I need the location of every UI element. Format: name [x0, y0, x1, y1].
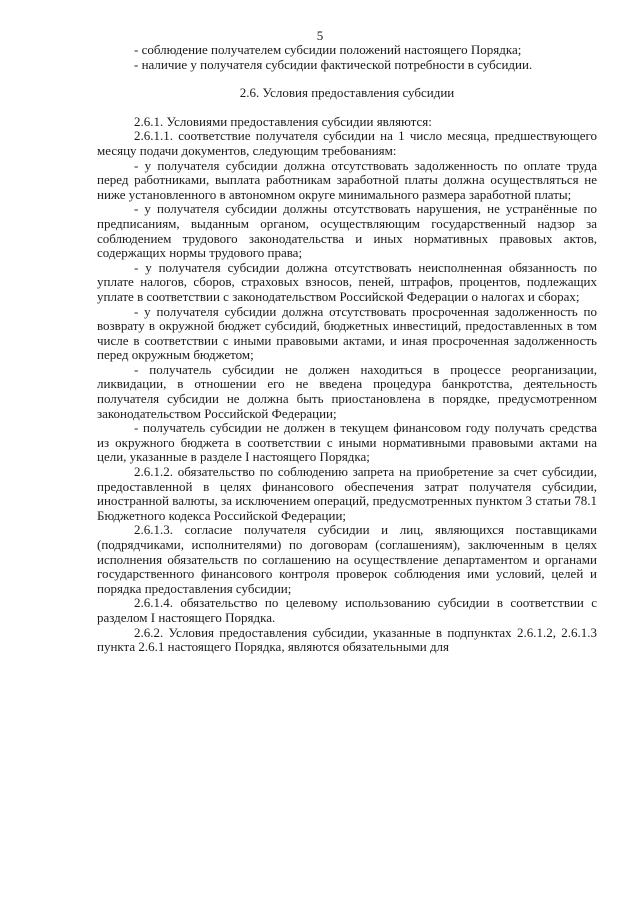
- paragraph-2-6-1: 2.6.1. Условиями предоставления субсидии являются:: [134, 113, 432, 129]
- paragraph-2-6-1-2: 2.6.1.2. обязательство по соблюдению запрета на приобретение за счет субсидии, предоставленной в целях финансового обеспечения затрат получателя субсидии, иностранной валюты, за исключением операций, предусмотренных пунктом 3 статьи 78.1 Бюджетного кодекса Российской Федерации;: [97, 464, 597, 523]
- requirement-labor-violations: - у получателя субсидии должны отсутствовать нарушения, не устранённые по предписаниям, выданным органом, осуществляющим государственный надзор за соблюдением трудового законодательства и иных нормативных правовых актов, содержащих нормы трудового права;: [97, 201, 597, 261]
- requirement-budget-debt: - у получателя субсидии должна отсутствовать просроченная задолженность по возврату в окружной бюджет субсидий, бюджетных инвестиций, предоставленных в том числе в соответствии с иными правовыми актами, и иная просроченная задолженность перед окружным бюджетом;: [97, 303, 597, 363]
- requirement-other-funds: - получатель субсидии не должен в текущем финансовом году получать средства из окружного бюджета в соответствии с иными нормативными правовыми актами на цели, указанные в разделе I настоящего Порядка;: [97, 420, 597, 465]
- document-body: [97, 43, 597, 655]
- paragraph-2-6-1-1: 2.6.1.1. соответствие получателя субсидии на 1 число месяца, предшествующего месяцу подачи документов, следующим требованиям:: [97, 128, 597, 158]
- list-item-need: - наличие у получателя субсидии фактической потребности в субсидии.: [134, 56, 533, 72]
- paragraph-2-6-2: 2.6.2. Условия предоставления субсидии, указанные в подпунктах 2.6.1.2, 2.6.1.3 пункта 2.6.1 настоящего Порядка, являются обязательными для: [97, 624, 597, 655]
- paragraph-2-6-1-3: 2.6.1.3. согласие получателя субсидии и лиц, являющихся поставщиками (подрядчиками, исполнителями) по договорам (соглашениям), заключенным в целях исполнения обязательств по соглашению на осуществление департаментом и органами государственного финансового контроля проверок соблюдения ими условий, целей и порядка предоставления субсидии;: [97, 522, 597, 596]
- section-heading: 2.6. Условия предоставления субсидии: [239, 85, 455, 101]
- list-item-compliance: - соблюдение получателем субсидии положений настоящего Порядка;: [134, 42, 522, 57]
- requirement-taxes: - у получателя субсидии должна отсутствовать неисполненная обязанность по уплате налогов, сборов, страховых взносов, пеней, штрафов, процентов, подлежащих уплате в соответствии с законодательством Российской Федерации о налогах и сборах;: [97, 259, 597, 304]
- requirement-reorganization: - получатель субсидии не должен находиться в процессе реорганизации, ликвидации, в отношении его не введена процедура банкротства, деятельность получателя субсидии не должна быть приостановлена в порядке, предусмотренном законодательством Российской Федерации;: [97, 361, 597, 421]
- page-number: 5: [316, 28, 324, 43]
- requirement-wages: - у получателя субсидии должна отсутствовать задолженность по оплате труда перед работниками, выплата работникам заработной платы должна осуществляться не ниже установленного в автономном округе минимального размера заработной платы;: [97, 157, 597, 202]
- paragraph-2-6-1-4: 2.6.1.4. обязательство по целевому использованию субсидии в соответствии с разделом I настоящего Порядка.: [97, 595, 597, 625]
